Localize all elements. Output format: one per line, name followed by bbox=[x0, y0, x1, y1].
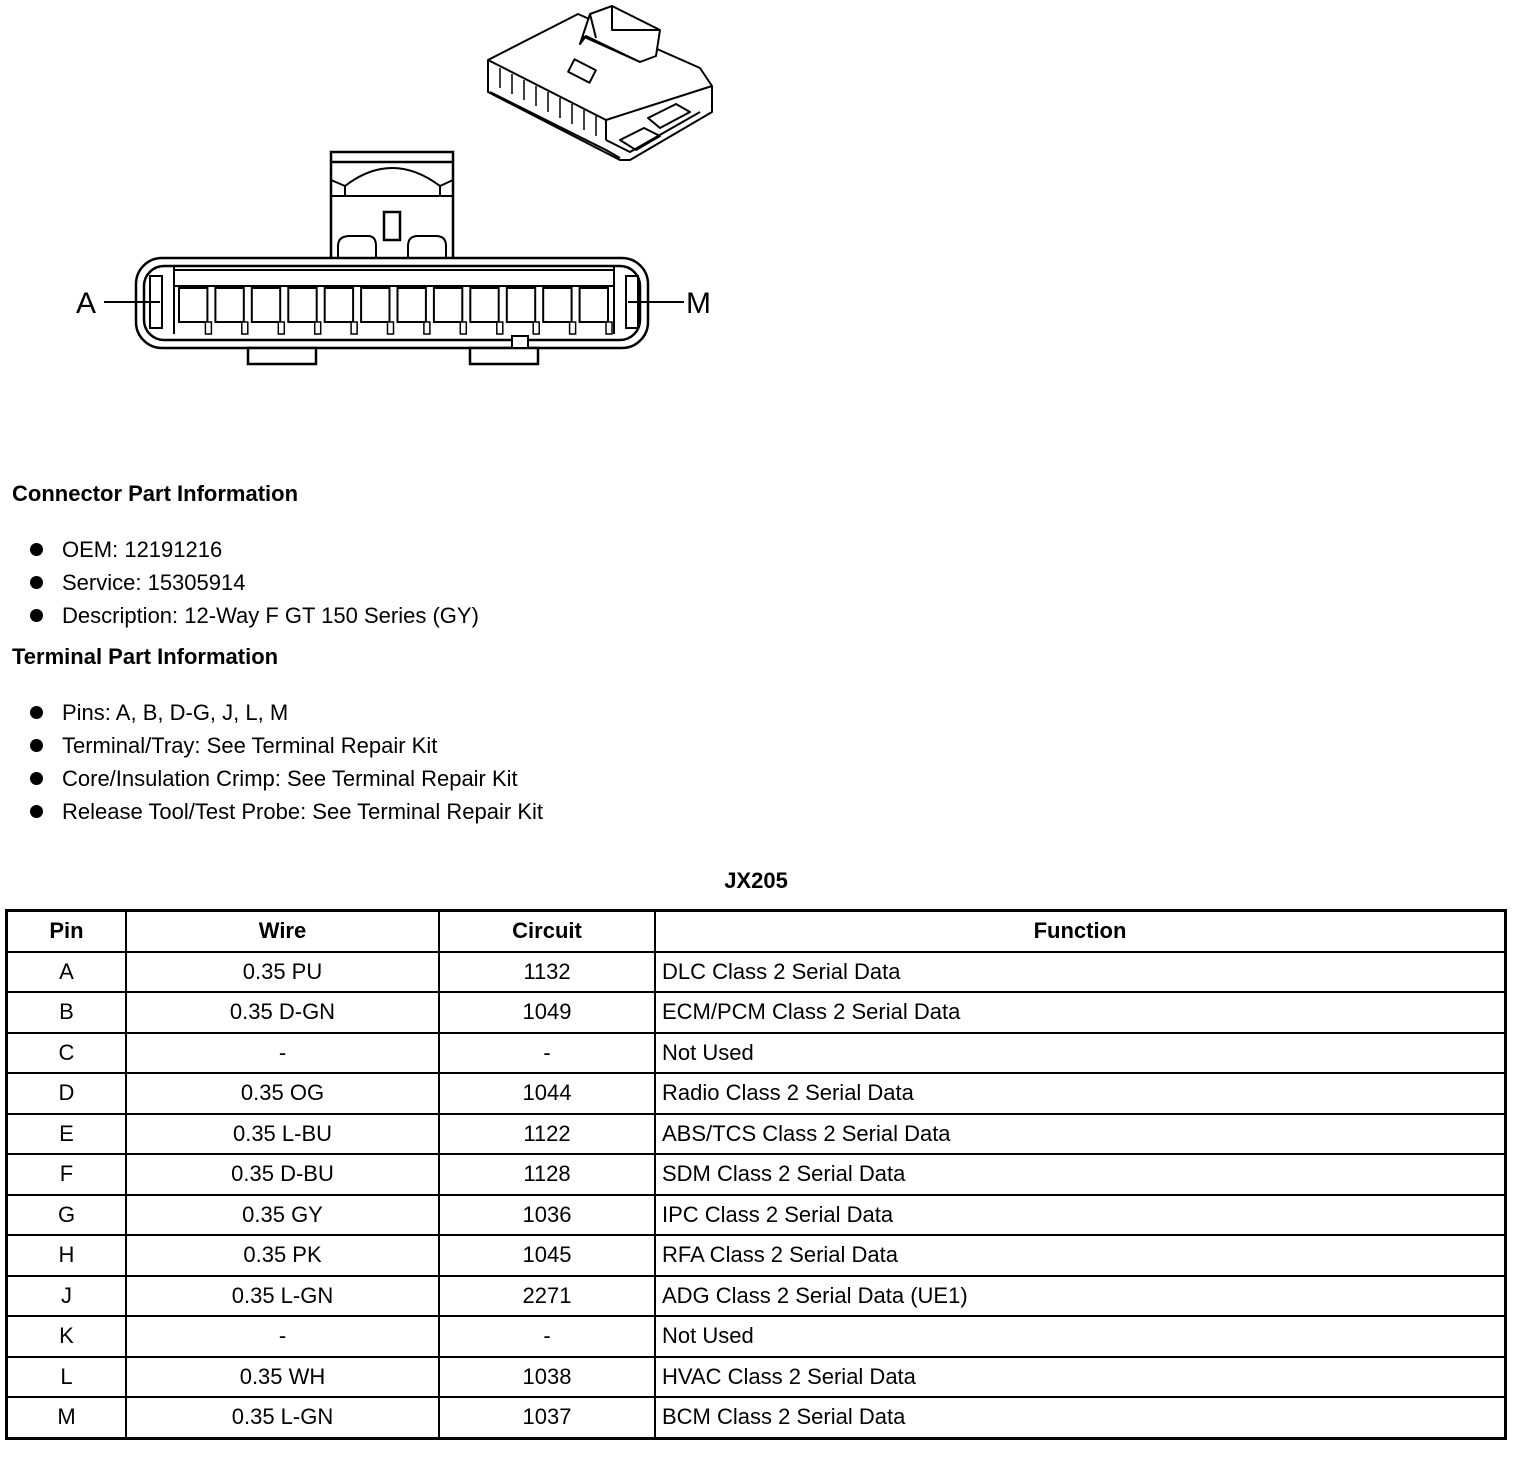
cell-circuit: 1044 bbox=[439, 1073, 655, 1114]
table-row bbox=[7, 1195, 1506, 1236]
cell-function: ABS/TCS Class 2 Serial Data bbox=[655, 1114, 1506, 1155]
cell-circuit: - bbox=[439, 1316, 655, 1357]
table-title: JX205 bbox=[724, 868, 788, 893]
list-item-text: OEM: 12191216 bbox=[62, 537, 223, 562]
column-header-function: Function bbox=[655, 911, 1506, 952]
pin-cavity-divider bbox=[205, 322, 211, 334]
pin-cavity-divider bbox=[497, 322, 503, 334]
cell-wire: 0.35 L-BU bbox=[126, 1114, 439, 1155]
pin-cavity bbox=[179, 288, 207, 322]
cell-circuit: 1045 bbox=[439, 1235, 655, 1276]
cell-circuit: - bbox=[439, 1033, 655, 1074]
cell-function: RFA Class 2 Serial Data bbox=[655, 1235, 1506, 1276]
cell-pin: A bbox=[7, 952, 127, 993]
pin-cavity-divider bbox=[424, 322, 430, 334]
table-row bbox=[7, 1114, 1506, 1155]
table-row bbox=[7, 952, 1506, 993]
cell-wire: 0.35 PU bbox=[126, 952, 439, 993]
list-item-text: Core/Insulation Crimp: See Terminal Repair Kit bbox=[62, 766, 518, 791]
bullet-icon bbox=[30, 805, 43, 818]
list-item-text: Service: 15305914 bbox=[62, 570, 246, 595]
pin-cavity bbox=[470, 288, 498, 322]
column-header-wire: Wire bbox=[126, 911, 439, 952]
cell-wire: 0.35 OG bbox=[126, 1073, 439, 1114]
cell-pin: G bbox=[7, 1195, 127, 1236]
pin-cavity bbox=[580, 288, 608, 322]
cell-wire: 0.35 GY bbox=[126, 1195, 439, 1236]
cell-pin: E bbox=[7, 1114, 127, 1155]
cell-wire: 0.35 D-BU bbox=[126, 1154, 439, 1195]
connector-diagram bbox=[0, 0, 760, 380]
table-row bbox=[7, 1316, 1506, 1357]
cell-circuit: 1038 bbox=[439, 1357, 655, 1398]
list-item bbox=[28, 795, 543, 828]
pin-cavity bbox=[543, 288, 571, 322]
pin-cavity bbox=[325, 288, 353, 322]
cell-circuit: 2271 bbox=[439, 1276, 655, 1317]
terminal-info-heading: Terminal Part Information bbox=[12, 644, 279, 669]
pin-cavity bbox=[434, 288, 462, 322]
pin-a-label: A bbox=[76, 287, 97, 320]
cell-pin: B bbox=[7, 992, 127, 1033]
table-row bbox=[7, 1154, 1506, 1195]
cell-pin: F bbox=[7, 1154, 127, 1195]
list-item-text: Terminal/Tray: See Terminal Repair Kit bbox=[62, 733, 438, 758]
cell-wire: - bbox=[126, 1033, 439, 1074]
table-row bbox=[7, 992, 1506, 1033]
pinout-table bbox=[5, 909, 1507, 1440]
pin-cavity-divider bbox=[388, 322, 394, 334]
column-header-circuit: Circuit bbox=[439, 911, 655, 952]
table-row bbox=[7, 1073, 1506, 1114]
bullet-icon bbox=[30, 772, 43, 785]
cell-function: ECM/PCM Class 2 Serial Data bbox=[655, 992, 1506, 1033]
pin-cavity-divider bbox=[278, 322, 284, 334]
cell-pin: D bbox=[7, 1073, 127, 1114]
cell-function: HVAC Class 2 Serial Data bbox=[655, 1357, 1506, 1398]
cell-circuit: 1128 bbox=[439, 1154, 655, 1195]
cell-circuit: 1049 bbox=[439, 992, 655, 1033]
cell-pin: H bbox=[7, 1235, 127, 1276]
cell-wire: 0.35 WH bbox=[126, 1357, 439, 1398]
cell-pin: M bbox=[7, 1397, 127, 1438]
cell-circuit: 1132 bbox=[439, 952, 655, 993]
table-header-row bbox=[7, 911, 1506, 952]
pin-cavity-divider bbox=[242, 322, 248, 334]
list-item bbox=[28, 533, 479, 566]
pin-cavity-divider bbox=[315, 322, 321, 334]
cell-circuit: 1122 bbox=[439, 1114, 655, 1155]
list-item-text: Pins: A, B, D-G, J, L, M bbox=[62, 700, 289, 725]
list-item bbox=[28, 599, 479, 632]
table-row bbox=[7, 1033, 1506, 1074]
pin-cavity bbox=[507, 288, 535, 322]
cell-wire: 0.35 PK bbox=[126, 1235, 439, 1276]
pin-cavity-divider bbox=[533, 322, 539, 334]
cell-circuit: 1037 bbox=[439, 1397, 655, 1438]
cell-pin: J bbox=[7, 1276, 127, 1317]
table-row bbox=[7, 1357, 1506, 1398]
cell-function: IPC Class 2 Serial Data bbox=[655, 1195, 1506, 1236]
pin-cavity bbox=[398, 288, 426, 322]
pin-cavity-divider bbox=[570, 322, 576, 334]
bullet-icon bbox=[30, 609, 43, 622]
cell-function: SDM Class 2 Serial Data bbox=[655, 1154, 1506, 1195]
cell-function: Not Used bbox=[655, 1033, 1506, 1074]
cell-wire: 0.35 L-GN bbox=[126, 1397, 439, 1438]
list-item bbox=[28, 696, 543, 729]
connector-info-heading: Connector Part Information bbox=[12, 481, 299, 506]
cell-function: ADG Class 2 Serial Data (UE1) bbox=[655, 1276, 1506, 1317]
cell-pin: C bbox=[7, 1033, 127, 1074]
bullet-icon bbox=[30, 576, 43, 589]
cell-pin: K bbox=[7, 1316, 127, 1357]
cell-wire: 0.35 D-GN bbox=[126, 992, 439, 1033]
pin-cavity-divider bbox=[606, 322, 612, 334]
table-row bbox=[7, 1397, 1506, 1438]
cell-wire: - bbox=[126, 1316, 439, 1357]
cell-function: Not Used bbox=[655, 1316, 1506, 1357]
terminal-info-list bbox=[28, 696, 543, 828]
cell-circuit: 1036 bbox=[439, 1195, 655, 1236]
table-body bbox=[7, 952, 1506, 1439]
table-row bbox=[7, 1276, 1506, 1317]
connector-info-list bbox=[28, 533, 479, 632]
cell-function: DLC Class 2 Serial Data bbox=[655, 952, 1506, 993]
pin-cavity bbox=[288, 288, 316, 322]
table-row bbox=[7, 1235, 1506, 1276]
list-item-text: Release Tool/Test Probe: See Terminal Repair Kit bbox=[62, 799, 543, 824]
list-item bbox=[28, 729, 543, 762]
pin-cavity bbox=[215, 288, 243, 322]
cell-wire: 0.35 L-GN bbox=[126, 1276, 439, 1317]
pin-cavity-divider bbox=[351, 322, 357, 334]
pin-cavity-divider bbox=[460, 322, 466, 334]
pin-m-label: M bbox=[686, 287, 711, 320]
pin-cavity bbox=[361, 288, 389, 322]
bullet-icon bbox=[30, 706, 43, 719]
column-header-pin: Pin bbox=[7, 911, 127, 952]
bullet-icon bbox=[30, 739, 43, 752]
cell-function: Radio Class 2 Serial Data bbox=[655, 1073, 1506, 1114]
list-item bbox=[28, 566, 479, 599]
list-item-text: Description: 12-Way F GT 150 Series (GY) bbox=[62, 603, 479, 628]
pin-cavity bbox=[252, 288, 280, 322]
cell-pin: L bbox=[7, 1357, 127, 1398]
bullet-icon bbox=[30, 543, 43, 556]
list-item bbox=[28, 762, 543, 795]
cell-function: BCM Class 2 Serial Data bbox=[655, 1397, 1506, 1438]
connector-isometric-view bbox=[488, 6, 712, 160]
